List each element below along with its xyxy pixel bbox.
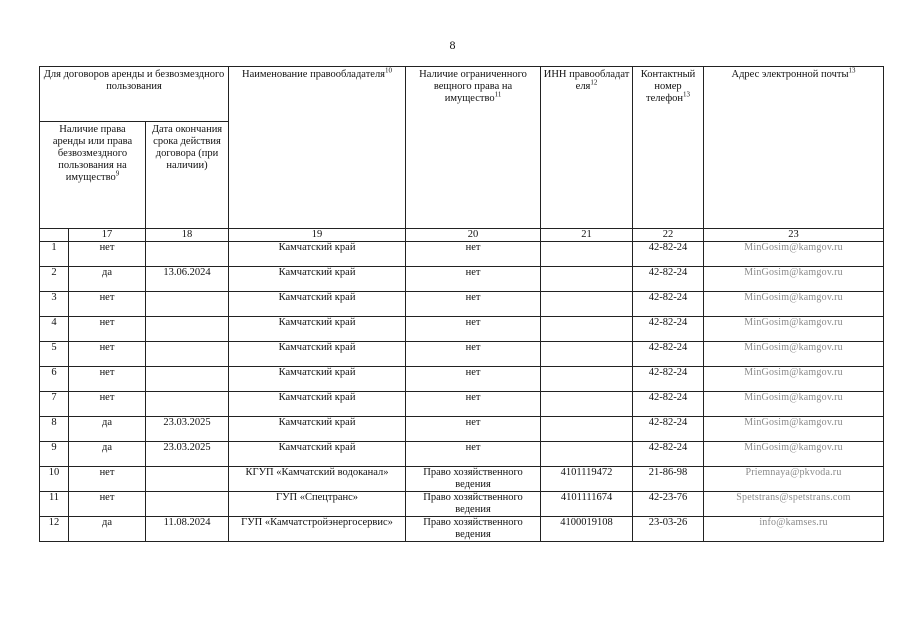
table-row <box>40 292 884 317</box>
table-row <box>40 242 884 267</box>
column-number-cell: 22 <box>633 229 704 242</box>
email-cell: MinGosim@kamgov.ru <box>704 292 884 317</box>
inn-cell <box>541 267 633 292</box>
contract-end-date-cell <box>146 467 229 492</box>
lease-right-cell: да <box>69 267 146 292</box>
table-row <box>40 442 884 467</box>
phone-cell: 21-86-98 <box>633 467 704 492</box>
table-row <box>40 342 884 367</box>
owner-name-cell: Камчатский край <box>229 242 406 267</box>
column-number-cell: 21 <box>541 229 633 242</box>
header-col-18: Дата окончания срока действия договора (при наличии) <box>146 122 229 229</box>
row-number-cell: 6 <box>40 367 69 392</box>
column-number-cell <box>40 229 69 242</box>
inn-cell <box>541 292 633 317</box>
limited-right-cell: нет <box>406 292 541 317</box>
row-number-cell: 9 <box>40 442 69 467</box>
lease-right-cell: нет <box>69 317 146 342</box>
table-row <box>40 467 884 492</box>
footnote-ref: 10 <box>385 66 393 75</box>
header-col-22-text: Контактный номер телефон <box>640 69 696 104</box>
lease-right-cell: нет <box>69 292 146 317</box>
owner-name-cell: Камчатский край <box>229 417 406 442</box>
phone-cell: 42-82-24 <box>633 292 704 317</box>
owner-name-cell: Камчатский край <box>229 392 406 417</box>
column-number-cell: 19 <box>229 229 406 242</box>
table-row <box>40 517 884 542</box>
inn-cell <box>541 317 633 342</box>
lease-right-cell: нет <box>69 367 146 392</box>
footnote-ref: 12 <box>590 78 598 87</box>
header-col-21 <box>541 67 633 229</box>
contract-end-date-cell <box>146 342 229 367</box>
lease-right-cell: нет <box>69 467 146 492</box>
inn-cell <box>541 342 633 367</box>
owner-name-cell: ГУП «Камчатстройэнергосервис» <box>229 517 406 542</box>
owner-name-cell: Камчатский край <box>229 442 406 467</box>
contract-end-date-cell: 13.06.2024 <box>146 267 229 292</box>
header-col-23 <box>704 67 884 229</box>
header-col-22 <box>633 67 704 229</box>
inn-cell <box>541 392 633 417</box>
page-number: 8 <box>449 38 456 52</box>
contract-end-date-cell: 23.03.2025 <box>146 442 229 467</box>
footnote-ref: 13 <box>683 90 690 99</box>
footnote-ref: 11 <box>494 90 502 99</box>
row-number-cell: 8 <box>40 417 69 442</box>
limited-right-cell: нет <box>406 392 541 417</box>
limited-right-cell: нет <box>406 242 541 267</box>
row-number-cell: 1 <box>40 242 69 267</box>
owner-name-cell: КГУП «Камчатский водоканал» <box>229 467 406 492</box>
row-number-cell: 10 <box>40 467 69 492</box>
header-col-19-text: Наименование правообладателя <box>242 69 386 80</box>
header-lease-group: Для договоров аренды и безвозмездного пользования <box>40 67 229 122</box>
header-col-20-text: Наличие ограниченного вещного права на имущество <box>419 69 527 104</box>
inn-cell <box>541 367 633 392</box>
owner-name-cell: Камчатский край <box>229 342 406 367</box>
owner-name-cell: Камчатский край <box>229 317 406 342</box>
email-cell: MinGosim@kamgov.ru <box>704 317 884 342</box>
row-number-cell: 11 <box>40 492 69 517</box>
email-cell: info@kamses.ru <box>704 517 884 542</box>
inn-cell: 4101111674 <box>541 492 633 517</box>
lease-right-cell: нет <box>69 342 146 367</box>
owner-name-cell: Камчатский край <box>229 267 406 292</box>
phone-cell: 42-82-24 <box>633 367 704 392</box>
contract-end-date-cell <box>146 367 229 392</box>
inn-cell <box>541 442 633 467</box>
row-number-cell: 2 <box>40 267 69 292</box>
phone-cell: 42-23-76 <box>633 492 704 517</box>
column-number-cell: 17 <box>69 229 146 242</box>
email-cell: MinGosim@kamgov.ru <box>704 367 884 392</box>
table-row <box>40 417 884 442</box>
phone-cell: 23-03-26 <box>633 517 704 542</box>
phone-cell: 42-82-24 <box>633 267 704 292</box>
contract-end-date-cell <box>146 242 229 267</box>
table-row <box>40 267 884 292</box>
email-cell: MinGosim@kamgov.ru <box>704 417 884 442</box>
phone-cell: 42-82-24 <box>633 242 704 267</box>
header-col-19 <box>229 67 406 229</box>
limited-right-cell: Право хозяйственного ведения <box>406 517 541 542</box>
phone-cell: 42-82-24 <box>633 417 704 442</box>
limited-right-cell: нет <box>406 417 541 442</box>
owner-name-cell: Камчатский край <box>229 292 406 317</box>
column-number-cell: 23 <box>704 229 884 242</box>
inn-cell: 4100019108 <box>541 517 633 542</box>
email-cell: MinGosim@kamgov.ru <box>704 392 884 417</box>
contract-end-date-cell <box>146 317 229 342</box>
limited-right-cell: нет <box>406 442 541 467</box>
lease-right-cell: да <box>69 417 146 442</box>
row-number-cell: 5 <box>40 342 69 367</box>
limited-right-cell: Право хозяйственного ведения <box>406 467 541 492</box>
row-number-cell: 4 <box>40 317 69 342</box>
table-header <box>40 67 884 229</box>
lease-right-cell: да <box>69 517 146 542</box>
row-number-cell: 7 <box>40 392 69 417</box>
limited-right-cell: нет <box>406 267 541 292</box>
owner-name-cell: Камчатский край <box>229 367 406 392</box>
column-number-cell: 20 <box>406 229 541 242</box>
property-table <box>39 66 884 542</box>
column-number-row <box>40 229 884 242</box>
header-col-17-text: Наличие права аренды или права безвозмездного пользования на имущество <box>52 124 133 183</box>
column-number-cell: 18 <box>146 229 229 242</box>
table-row <box>40 392 884 417</box>
contract-end-date-cell <box>146 492 229 517</box>
owner-name-cell: ГУП «Спецтранс» <box>229 492 406 517</box>
contract-end-date-cell <box>146 292 229 317</box>
row-number-cell: 3 <box>40 292 69 317</box>
footnote-ref: 9 <box>115 169 120 178</box>
table-row <box>40 317 884 342</box>
lease-right-cell: нет <box>69 492 146 517</box>
limited-right-cell: нет <box>406 342 541 367</box>
limited-right-cell: нет <box>406 367 541 392</box>
lease-right-cell: да <box>69 442 146 467</box>
limited-right-cell: нет <box>406 317 541 342</box>
contract-end-date-cell: 23.03.2025 <box>146 417 229 442</box>
inn-cell <box>541 242 633 267</box>
contract-end-date-cell: 11.08.2024 <box>146 517 229 542</box>
table-row <box>40 367 884 392</box>
inn-cell <box>541 417 633 442</box>
phone-cell: 42-82-24 <box>633 342 704 367</box>
limited-right-cell: Право хозяйственного ведения <box>406 492 541 517</box>
header-col-21-text: ИНН правообладат еля <box>543 69 630 92</box>
email-cell: MinGosim@kamgov.ru <box>704 442 884 467</box>
email-cell: MinGosim@kamgov.ru <box>704 267 884 292</box>
phone-cell: 42-82-24 <box>633 392 704 417</box>
inn-cell: 4101119472 <box>541 467 633 492</box>
footnote-ref: 13 <box>848 66 856 75</box>
header-col-20 <box>406 67 541 229</box>
email-cell: Priemnaya@pkvoda.ru <box>704 467 884 492</box>
email-cell: MinGosim@kamgov.ru <box>704 342 884 367</box>
email-cell: Spetstrans@spetstrans.com <box>704 492 884 517</box>
row-number-cell: 12 <box>40 517 69 542</box>
lease-right-cell: нет <box>69 392 146 417</box>
table-row <box>40 492 884 517</box>
phone-cell: 42-82-24 <box>633 442 704 467</box>
table-body <box>40 229 884 542</box>
contract-end-date-cell <box>146 392 229 417</box>
email-cell: MinGosim@kamgov.ru <box>704 242 884 267</box>
header-col-23-text: Адрес электронной почты <box>731 69 849 80</box>
lease-right-cell: нет <box>69 242 146 267</box>
phone-cell: 42-82-24 <box>633 317 704 342</box>
header-col-17 <box>40 122 146 229</box>
